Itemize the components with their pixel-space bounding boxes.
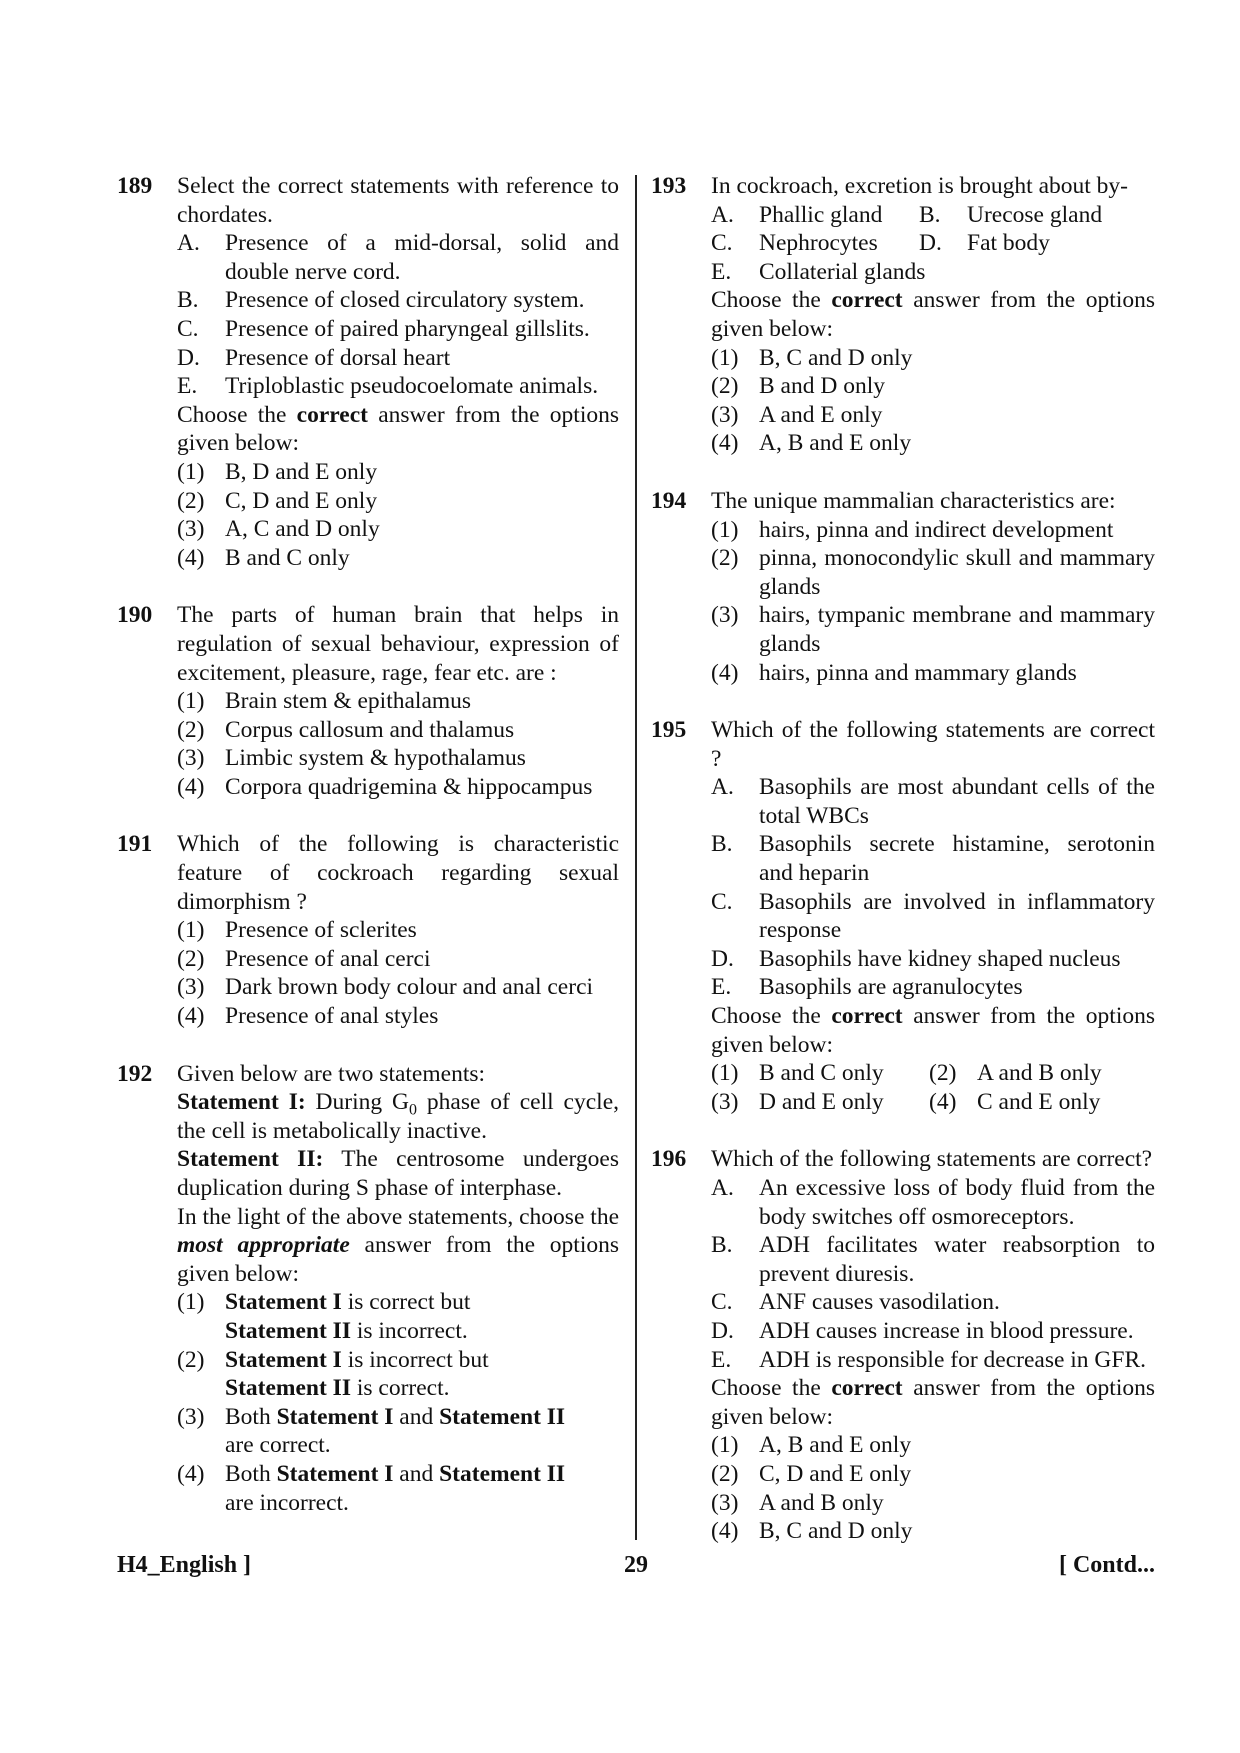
question-number: 193 <box>651 173 687 199</box>
right-column <box>651 172 1155 1546</box>
statement-item: D. ADH causes increase in blood pressure. <box>711 1317 1134 1344</box>
answer-option-row <box>711 1059 1155 1088</box>
answer-option[interactable]: (4) B, C and D only <box>711 1518 913 1545</box>
answer-option[interactable]: (3) D and E only <box>711 1088 884 1115</box>
question-number: 195 <box>651 717 687 744</box>
question-191 <box>117 830 619 1030</box>
answer-option[interactable]: (1) A, B and E only <box>711 1432 912 1459</box>
answer-option[interactable]: (4) hairs, pinna and mammary glands <box>711 659 1077 686</box>
answer-option[interactable]: (1) B, C and D only <box>711 344 913 371</box>
column-divider <box>635 175 637 1540</box>
statement-item: B. Presence of closed circulatory system. <box>177 287 585 314</box>
question-number: 189 <box>117 173 153 199</box>
answer-option[interactable]: (2) Statement I is incorrect but Statement II is correct. <box>177 1346 489 1402</box>
question-196 <box>651 1145 1155 1545</box>
statement-item: E. Triploblastic pseudocoelomate animals. <box>177 373 599 400</box>
choose-instruction: In the light of the above statements, choose the most appropriate answer from the options given below: <box>177 1203 619 1287</box>
answer-option[interactable]: (2) B and D only <box>711 373 885 400</box>
statement-item: C. Basophils are involved in inflammatory response <box>711 888 1155 944</box>
question-number: 196 <box>651 1146 687 1173</box>
question-192 <box>117 1060 619 1518</box>
left-column <box>117 172 619 1517</box>
statement-row: A. Phallic gland B. Urecose gland <box>711 201 1103 228</box>
statement-two: Statement II: The centrosome undergoes duplication during S phase of interphase. <box>177 1146 619 1201</box>
answer-option[interactable]: (3) hairs, tympanic membrane and mammary glands <box>711 602 1155 657</box>
choose-instruction: Choose the correct answer from the options given below: <box>711 1375 1155 1430</box>
answer-option[interactable]: (3) Both Statement I and Statement II are correct. <box>177 1403 566 1459</box>
answer-option[interactable]: (3) Limbic system & hypothalamus <box>177 745 526 772</box>
question-intro: Given below are two statements: <box>177 1060 486 1087</box>
answer-option[interactable]: (2) Presence of anal cerci <box>177 945 431 972</box>
question-189 <box>117 172 619 572</box>
statement-item: E. Basophils are agranulocytes <box>711 974 1023 1001</box>
answer-option[interactable]: (2) A and B only <box>929 1060 1102 1087</box>
statement-row: C. Nephrocytes D. Fat body <box>711 230 1050 257</box>
page-footer <box>117 1552 1155 1586</box>
page-number: 29 <box>624 1552 648 1578</box>
choose-instruction: Choose the correct answer from the options given below: <box>177 401 619 457</box>
question-number: 194 <box>651 487 687 514</box>
answer-option[interactable]: (1) Presence of sclerites <box>177 917 417 944</box>
answer-option[interactable]: (4) Presence of anal styles <box>177 1003 439 1030</box>
question-195 <box>651 716 1155 1116</box>
question-text: The unique mammalian characteristics are: <box>711 487 1116 514</box>
statement-one: Statement I: During $G_0$ phase of cell cycle, the cell is metabolically inactive. <box>177 1089 619 1144</box>
booklet-code: H4_English ] <box>117 1552 252 1578</box>
question-text: Select the correct statements with reference to chordates. <box>177 173 619 228</box>
question-190 <box>117 601 619 801</box>
answer-option[interactable]: (3) A and B only <box>711 1489 884 1516</box>
answer-option[interactable]: (4) A, B and E only <box>711 430 912 457</box>
question-194 <box>651 487 1155 687</box>
answer-option[interactable]: (1) B, D and E only <box>177 458 378 485</box>
question-number: 191 <box>117 831 153 858</box>
answer-option-row <box>711 1088 1155 1117</box>
answer-option[interactable]: (2) Corpus callosum and thalamus <box>177 716 515 743</box>
answer-option[interactable]: (2) C, D and E only <box>711 1460 912 1487</box>
answer-option[interactable]: (3) A, C and D only <box>177 516 380 543</box>
statement-item: A. Basophils are most abundant cells of the total WBCs <box>711 774 1155 829</box>
statement-item: B. ADH facilitates water reabsorption to prevent diuresis. <box>711 1232 1155 1287</box>
answer-option[interactable]: (4) C and E only <box>929 1088 1101 1115</box>
answer-option[interactable]: (2) C, D and E only <box>177 487 378 514</box>
question-text: The parts of human brain that helps in regulation of sexual behaviour, expression of excitement, pleasure, rage, fear etc. are : <box>177 602 619 686</box>
statement-item: E. Collaterial glands <box>711 258 926 285</box>
question-text: Which of the following is characteristic feature of cockroach regarding sexual dimorphism ? <box>177 831 619 915</box>
statement-item: C. Presence of paired pharyngeal gillslits. <box>177 315 590 342</box>
question-text: Which of the following statements are correct? <box>711 1146 1153 1173</box>
answer-option[interactable]: (4) B and C only <box>177 544 350 571</box>
answer-option[interactable]: (4) Corpora quadrigemina & hippocampus <box>177 773 593 800</box>
question-text: In cockroach, excretion is brought about by- <box>711 173 1128 199</box>
question-text: Which of the following statements are correct ? <box>711 717 1155 772</box>
choose-instruction: Choose the correct answer from the options given below: <box>711 287 1155 342</box>
continued-marker: [ Contd... <box>1058 1552 1155 1578</box>
answer-option[interactable]: (2) pinna, monocondylic skull and mammary glands <box>711 545 1155 600</box>
statement-item: D. Presence of dorsal heart <box>177 344 451 371</box>
statement-item: A. Presence of a mid-dorsal, solid and double nerve cord. <box>177 230 619 285</box>
statement-item: D. Basophils have kidney shaped nucleus <box>711 945 1121 972</box>
statement-item: A. An excessive loss of body fluid from the body switches off osmoreceptors. <box>711 1175 1155 1230</box>
answer-option[interactable]: (1) hairs, pinna and indirect development <box>711 516 1114 543</box>
question-number: 190 <box>117 602 153 629</box>
answer-option[interactable]: (4) Both Statement I and Statement II are incorrect. <box>177 1460 566 1516</box>
answer-option[interactable]: (3) A and E only <box>711 401 883 428</box>
choose-instruction: Choose the correct answer from the options given below: <box>711 1003 1155 1058</box>
answer-option[interactable]: (1) Statement I is correct but Statement II is incorrect. <box>177 1289 471 1344</box>
statement-item: C. ANF causes vasodilation. <box>711 1289 1000 1316</box>
answer-option[interactable]: (1) B and C only <box>711 1060 884 1087</box>
question-193 <box>651 172 1155 458</box>
question-number: 192 <box>117 1060 153 1087</box>
statement-item: B. Basophils secrete histamine, serotonin and heparin <box>711 831 1155 887</box>
answer-option[interactable]: (1) Brain stem & epithalamus <box>177 688 472 715</box>
answer-option[interactable]: (3) Dark brown body colour and anal cerci <box>177 974 594 1001</box>
statement-item: E. ADH is responsible for decrease in GFR. <box>711 1346 1147 1373</box>
